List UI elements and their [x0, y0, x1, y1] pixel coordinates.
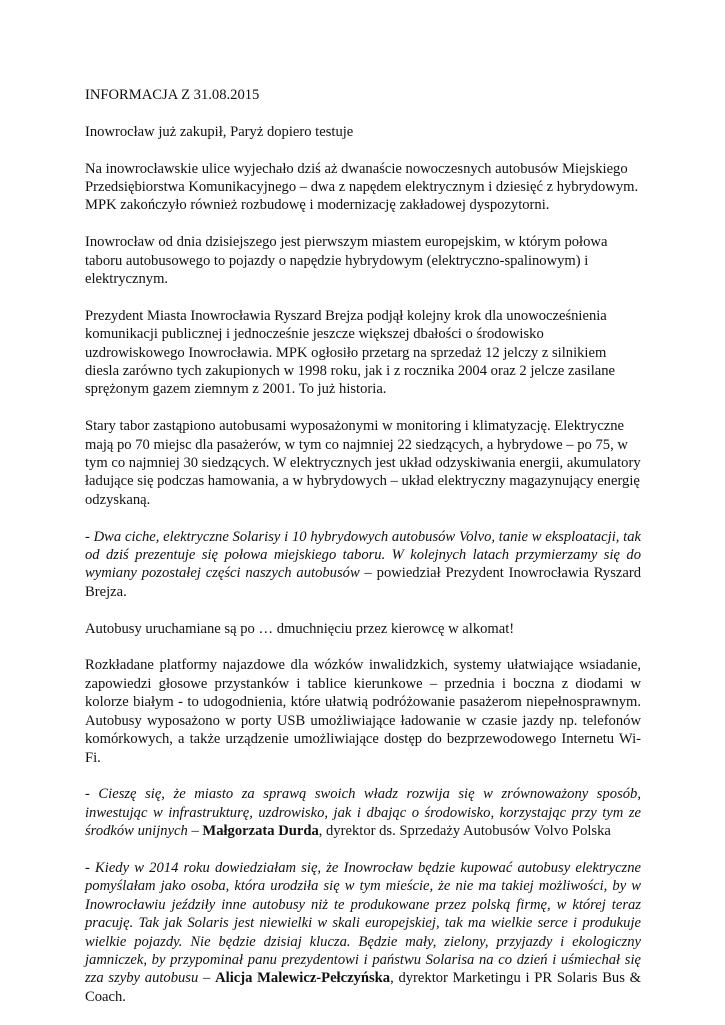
paragraph-first-european-city: Inowrocław od dnia dzisiejszego jest pierwszym miastem europejskim, w którym połowa taboru autobusowego to pojazdy o napędzie hybrydowym (elektryczno-spalinowym) i elektrycznym. [85, 234, 608, 288]
paragraph-intro: Na inowrocławskie ulice wyjechało dziś aż dwanaście nowoczesnych autobusów Miejskiego Przedsiębiorstwa Komunikacyjnego – dwa z napędem elektrycznym i dziesięć z hybrydowym. MPK zakończyło również rozbudowę i modernizację zakładowej dyspozytorni. [85, 160, 639, 214]
quote-solaris-name: Alicja Malewicz-Pełczyńska [215, 970, 391, 987]
quote-volvo-role: , dyrektor ds. Sprzedaży Autobusów Volvo Polska [318, 823, 611, 840]
quote-president-text: - Dwa ciche, elektryczne Solarisy i 10 hybrydowych autobusów Volvo, tanie w eksploatacji, tak od dziś prezentuje się połowa miejskiego taboru. W kolejnych latach przymierzamy się do wymiany pozostałej części naszych autobusów [85, 528, 641, 582]
document-heading: INFORMACJA Z 31.08.2015 [85, 87, 260, 103]
quote-solaris-text: - Kiedy w 2014 roku dowiedziałam się, że Inowrocław będzie kupować autobusy elektryczne pomyślałam jako osoba, która urodziła się w tym mieście, że nie ma takiej możliwości, by w Inowrocławiu jeździły inne autobusy niż te produkowane przez polską firmę, w której teraz pracuję. Tak jak Solaris jest niewielki w skali europejskiej, tak ma wielkie serce i produkuje wielkie pojazdy. Nie będzie dzisiaj klucza. Będzie mały, zielony, przyjazdy i ekologiczny jamniczek, by przypominał panu prezydentowi i państwu Solarisa na co dzień i uśmiechał się zza szyby autobusu [85, 859, 641, 987]
quote-volvo-dash: – [187, 823, 203, 840]
quote-volvo-name: Małgorzata Durda [202, 823, 319, 840]
paragraph-president-brejza: Prezydent Miasta Inowrocławia Ryszard Brejza podjął kolejny krok dla unowocześnienia komunikacji publicznej i jednocześnie jeszcze większej dbałości o środowisko uzdrowiskowego Inowrocławia. MPK ogłosiło przetarg na sprzedaż 12 jelczy z silnikiem diesla zarówno tych zakupionych w 1998 roku, jak i z rocznika 2004 oraz 2 jelcze zasilane sprężonym gazem ziemnym z 2001. To już historia. [85, 307, 616, 398]
quote-solaris-dash: – [198, 970, 216, 987]
quote-solaris [85, 859, 641, 1006]
quote-volvo-text: - Cieszę się, że miasto za sprawą swoich władz rozwija się w zrównoważony sposób, inwestując w infrastrukturę, uzdrowisko, jak i dbając o środowisko, korzystając przy tym ze środków unijnych [85, 786, 641, 840]
paragraph-new-fleet: Stary tabor zastąpiono autobusami wyposażonymi w monitoring i klimatyzację. Elektryczne mają po 70 miejsc dla pasażerów, w tym co najmniej 22 siedzących, a hybrydowe – po 75, w tym co najmniej 30 siedzących. W elektrycznych jest układ odzyskiwania energii, akumulatory ładujące się podczas hamowania, a w hybrydowych – układ elektryczny magazynujący energię odzyskaną. [85, 418, 641, 508]
paragraph-breathalyzer: Autobusy uruchamiane są po … dmuchnięciu przez kierowcę w alkomat! [85, 620, 515, 637]
quote-president-attribution: – powiedział Prezydent Inowrocławia Ryszard Brejza. [85, 565, 641, 600]
quote-president [85, 528, 641, 602]
quote-solaris-role: , dyrektor Marketingu i PR Solaris Bus & Coach. [85, 970, 642, 1005]
document-title: Inowrocław już zakupił, Paryż dopiero testuje [85, 123, 354, 140]
document-page [85, 86, 641, 1025]
quote-volvo [85, 785, 641, 840]
paragraph-accessibility: Rozkładane platformy najazdowe dla wózków inwalidzkich, systemy ułatwiające wsiadanie, zapowiedzi głosowe przystanków i tablice kierunkowe – przednia i boczna z diodami w kolorze białym - to udogodnienia, które ułatwią podróżowanie pasażerom niepełnosprawnym. Autobusy wyposażono w porty USB umożliwiające ładowanie w czasie jazdy np. telefonów komórkowych, a także urządzenie umożliwiające dostęp do bezprzewodowego Internetu Wi-Fi. [85, 657, 641, 766]
